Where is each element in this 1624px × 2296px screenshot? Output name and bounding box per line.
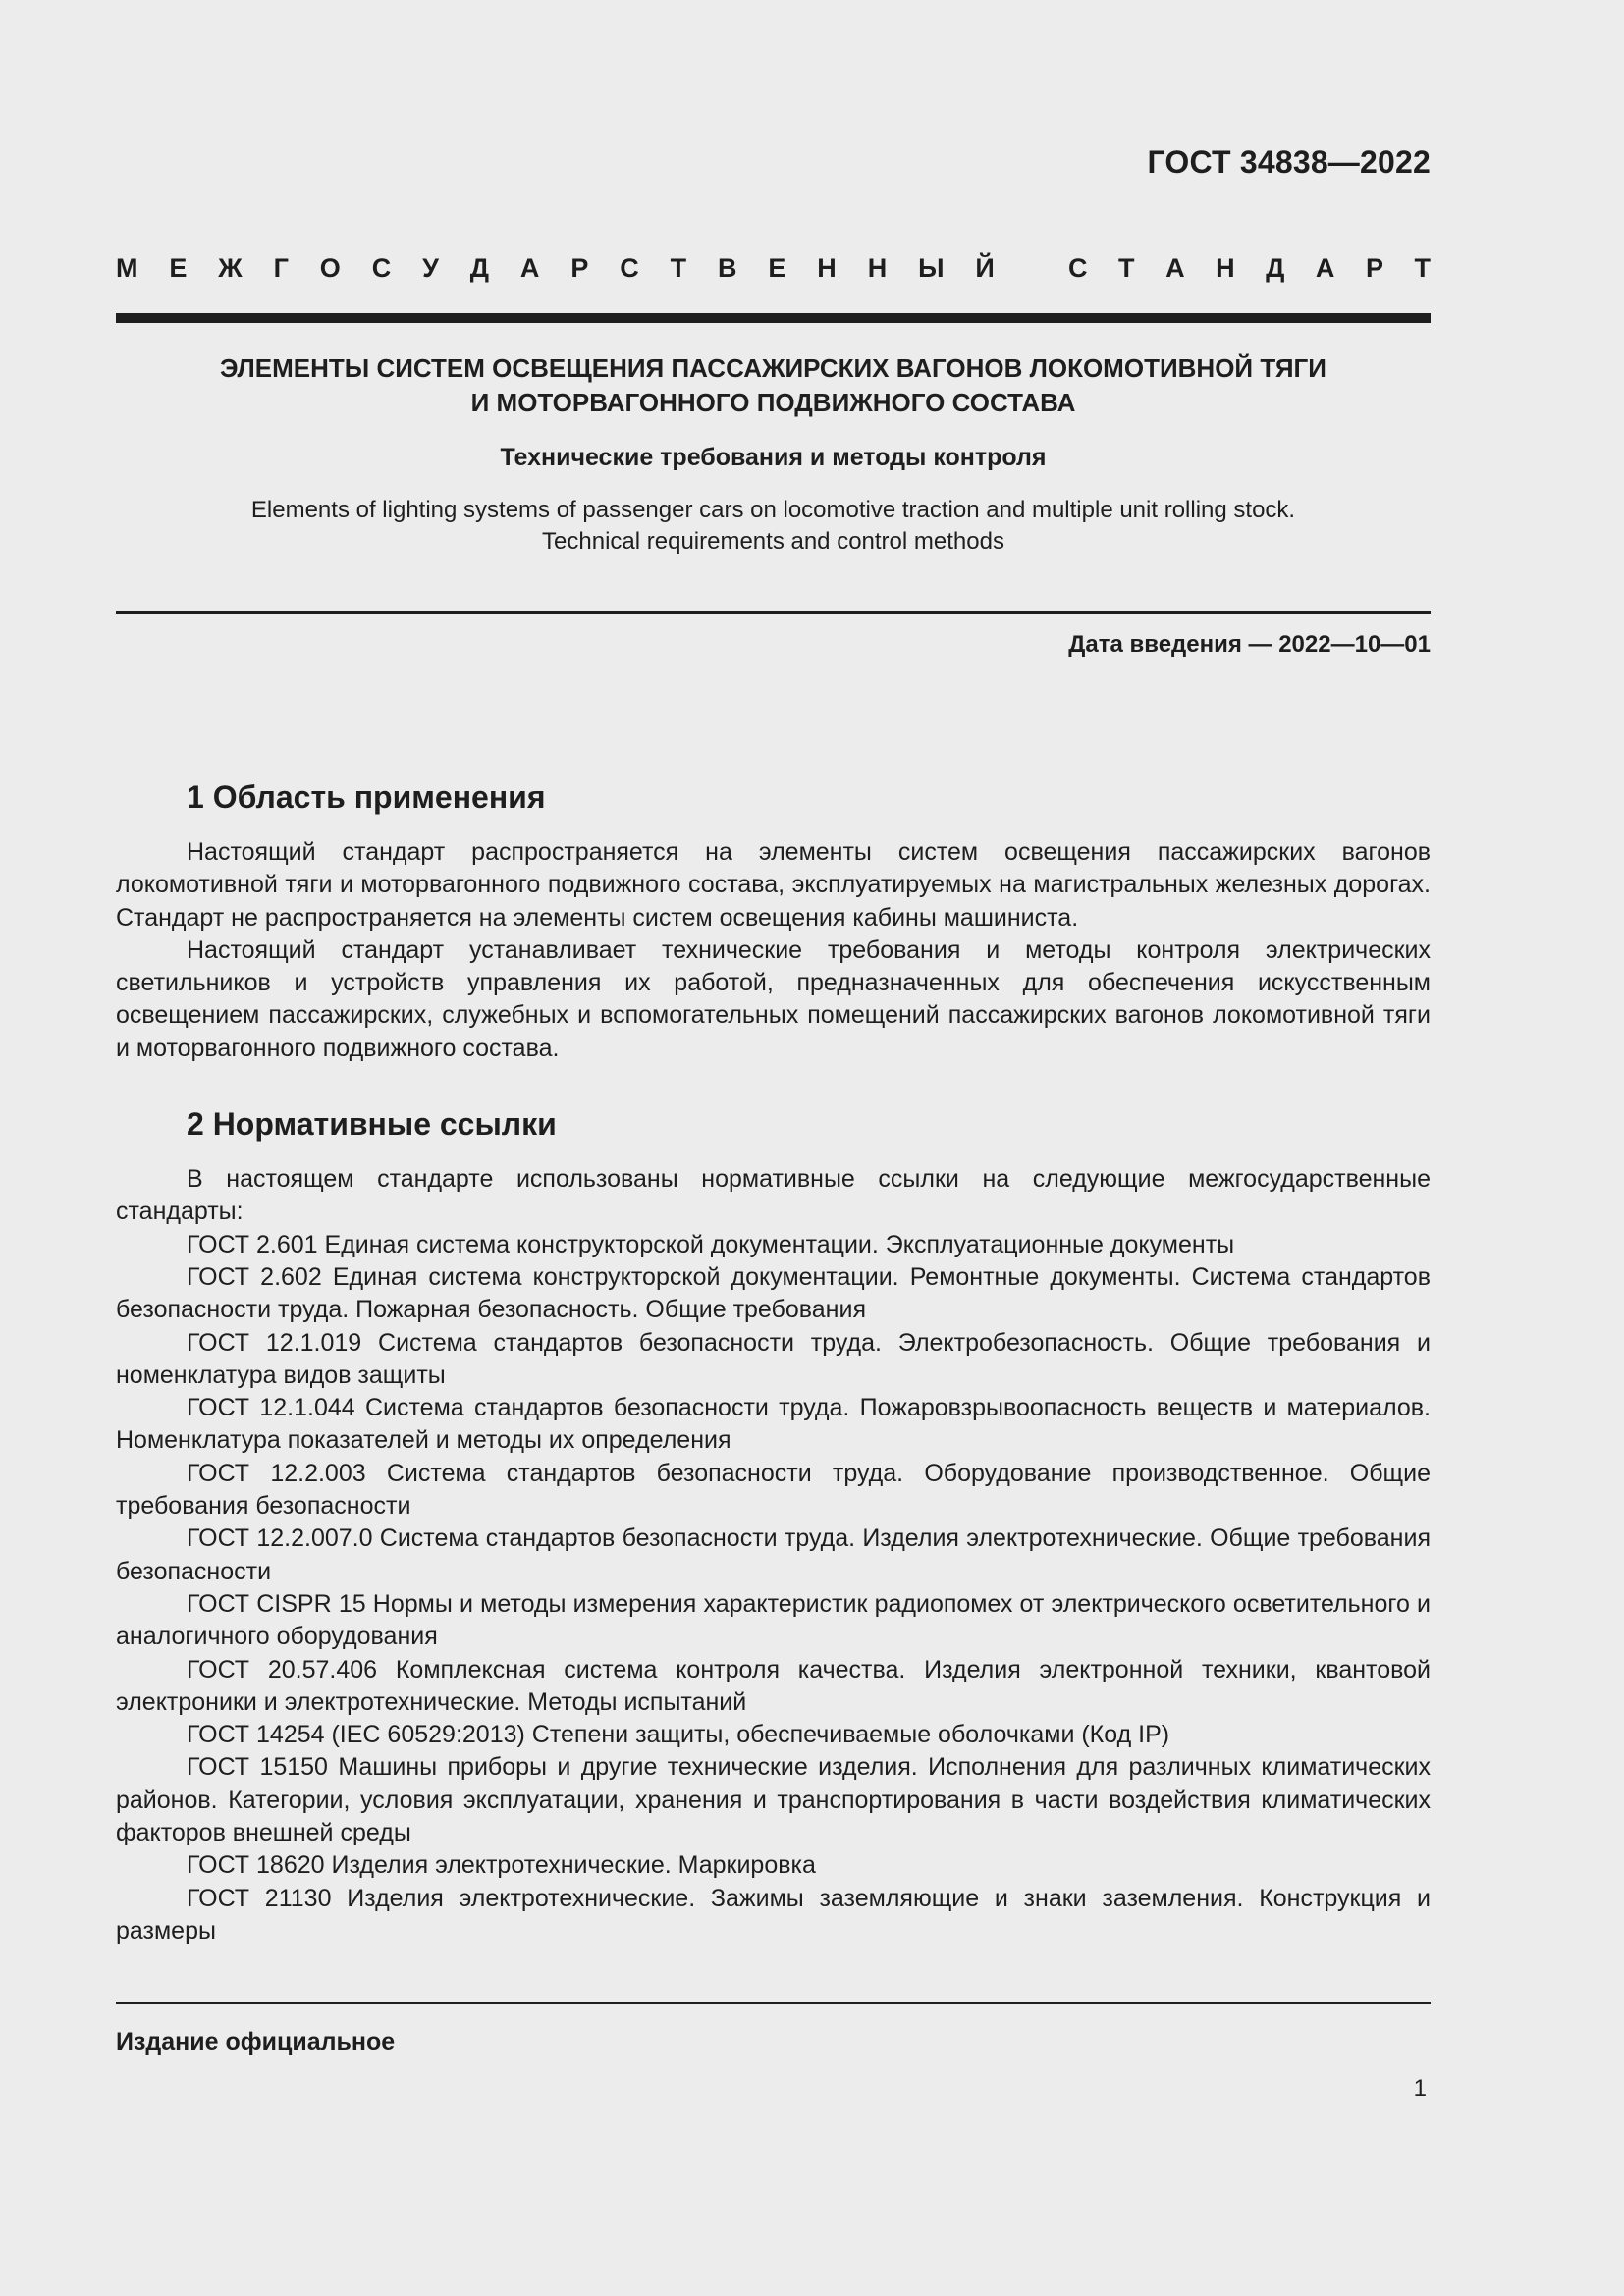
- thick-divider: [116, 313, 1431, 323]
- heading-letter: А: [1315, 253, 1335, 283]
- reference-item: ГОСТ CISPR 15 Нормы и методы измерения характеристик радиопомех от электрического осветительного и аналогичного оборудования: [116, 1589, 1431, 1651]
- introduction-date: Дата введения — 2022—10—01: [1068, 631, 1431, 658]
- title-block: [116, 351, 1431, 558]
- reference-item: ГОСТ 14254 (IEC 60529:2013) Степени защиты, обеспечиваемые оболочками (Код IP): [187, 1721, 1170, 1749]
- standard-word: [1068, 253, 1431, 283]
- heading-letter: С: [371, 253, 392, 283]
- heading-letter: Н: [867, 253, 888, 283]
- heading-letter: У: [422, 253, 439, 283]
- document-body: [116, 775, 1431, 1948]
- document-subtitle: Технические требования и методы контроля: [500, 444, 1047, 471]
- heading-letter: Т: [1118, 253, 1135, 283]
- reference-item: ГОСТ 18620 Изделия электротехнические. Маркировка: [187, 1851, 816, 1880]
- english-title: [116, 495, 1431, 558]
- heading-letter: Н: [817, 253, 837, 283]
- english-title-line-2: Technical requirements and control methods: [542, 528, 1004, 555]
- scope-paragraph: Настоящий стандарт распространяется на элементы систем освещения пассажирских вагонов локомотивной тяги и моторвагонного подвижного состава, эксплуатируемых на магистральных железных дорогах. Стандарт не распространяется на элементы систем освещения кабины машиниста.: [116, 838, 1431, 932]
- title-divider: [116, 611, 1431, 614]
- heading-letter: О: [319, 253, 341, 283]
- heading-letter: Т: [1414, 253, 1431, 283]
- heading-letter: Е: [169, 253, 188, 283]
- english-title-line-1: Elements of lighting systems of passenger cars on locomotive traction and multiple unit rolling stock.: [250, 497, 1296, 523]
- heading-letter: М: [116, 253, 138, 283]
- heading-letter: А: [1165, 253, 1185, 283]
- references-intro: В настоящем стандарте использованы нормативные ссылки на следующие межгосударственные стандарты:: [116, 1165, 1431, 1226]
- reference-item: ГОСТ 2.602 Единая система конструкторской документации. Ремонтные документы. Система стандартов безопасности труда. Пожарная безопасность. Общие требования: [116, 1262, 1431, 1324]
- scope-paragraph: Настоящий стандарт устанавливает технические требования и методы контроля электрических светильников и устройств управления их работой, предназначенных для обеспечения искусственным освещением пассажирских, служебных и вспомогательных помещений пассажирских вагонов локомотивной тяги и моторвагонного подвижного состава.: [116, 935, 1431, 1062]
- heading-letter: С: [1068, 253, 1088, 283]
- heading-letter: В: [718, 253, 737, 283]
- section-2-title: 2 Нормативные ссылки: [187, 1106, 557, 1143]
- document-number: ГОСТ 34838—2022: [1147, 144, 1431, 180]
- section-1-title: 1 Область применения: [187, 779, 546, 815]
- heading-letter: Г: [273, 253, 289, 283]
- reference-item: ГОСТ 2.601 Единая система конструкторской документации. Эксплуатационные документы: [187, 1230, 1235, 1258]
- heading-letter: Р: [1365, 253, 1383, 283]
- reference-item: ГОСТ 15150 Машины приборы и другие технические изделия. Исполнения для различных климатических районов. Категории, условия эксплуатации, хранения и транспортирования в части воздействия климатических факторов внешней среды: [116, 1753, 1431, 1847]
- interstate-word: [116, 253, 995, 283]
- title-line-1: ЭЛЕМЕНТЫ СИСТЕМ ОСВЕЩЕНИЯ ПАССАЖИРСКИХ ВАГОНОВ ЛОКОМОТИВНОЙ ТЯГИ: [220, 353, 1326, 383]
- heading-letter: Т: [670, 253, 687, 283]
- reference-item: ГОСТ 12.1.019 Система стандартов безопасности труда. Электробезопасность. Общие требования и номенклатура видов защиты: [116, 1328, 1431, 1389]
- document-title: [116, 351, 1431, 420]
- reference-item: ГОСТ 12.2.003 Система стандартов безопасности труда. Оборудование производственное. Общие требования безопасности: [116, 1459, 1431, 1521]
- heading-letter: Д: [469, 253, 490, 283]
- footer-divider: [116, 2002, 1431, 2004]
- reference-item: ГОСТ 20.57.406 Комплексная система контроля качества. Изделия электронной техники, квантовой электроники и электротехнические. Методы испытаний: [116, 1655, 1431, 1716]
- title-line-2: И МОТОРВАГОННОГО ПОДВИЖНОГО СОСТАВА: [470, 388, 1076, 417]
- heading-letter: Ы: [918, 253, 945, 283]
- heading-letter: Ж: [218, 253, 243, 283]
- interstate-standard-heading: [116, 253, 1431, 283]
- reference-item: ГОСТ 12.1.044 Система стандартов безопасности труда. Пожаровзрывоопасность веществ и материалов. Номенклатура показателей и методы их определения: [116, 1394, 1431, 1455]
- heading-letter: Н: [1216, 253, 1235, 283]
- reference-item: ГОСТ 12.2.007.0 Система стандартов безопасности труда. Изделия электротехнические. Общие требования безопасности: [116, 1524, 1431, 1585]
- reference-item: ГОСТ 21130 Изделия электротехнические. Зажимы заземляющие и знаки заземления. Конструкция и размеры: [116, 1884, 1431, 1945]
- heading-letter: Д: [1266, 253, 1285, 283]
- document-page: [116, 0, 1431, 2296]
- heading-letter: А: [519, 253, 540, 283]
- heading-letter: Е: [768, 253, 786, 283]
- heading-letter: Р: [570, 253, 589, 283]
- heading-letter: С: [620, 253, 639, 283]
- official-edition-label: Издание официальное: [116, 2028, 396, 2056]
- page-number: 1: [1413, 2075, 1427, 2102]
- heading-letter: Й: [975, 253, 995, 283]
